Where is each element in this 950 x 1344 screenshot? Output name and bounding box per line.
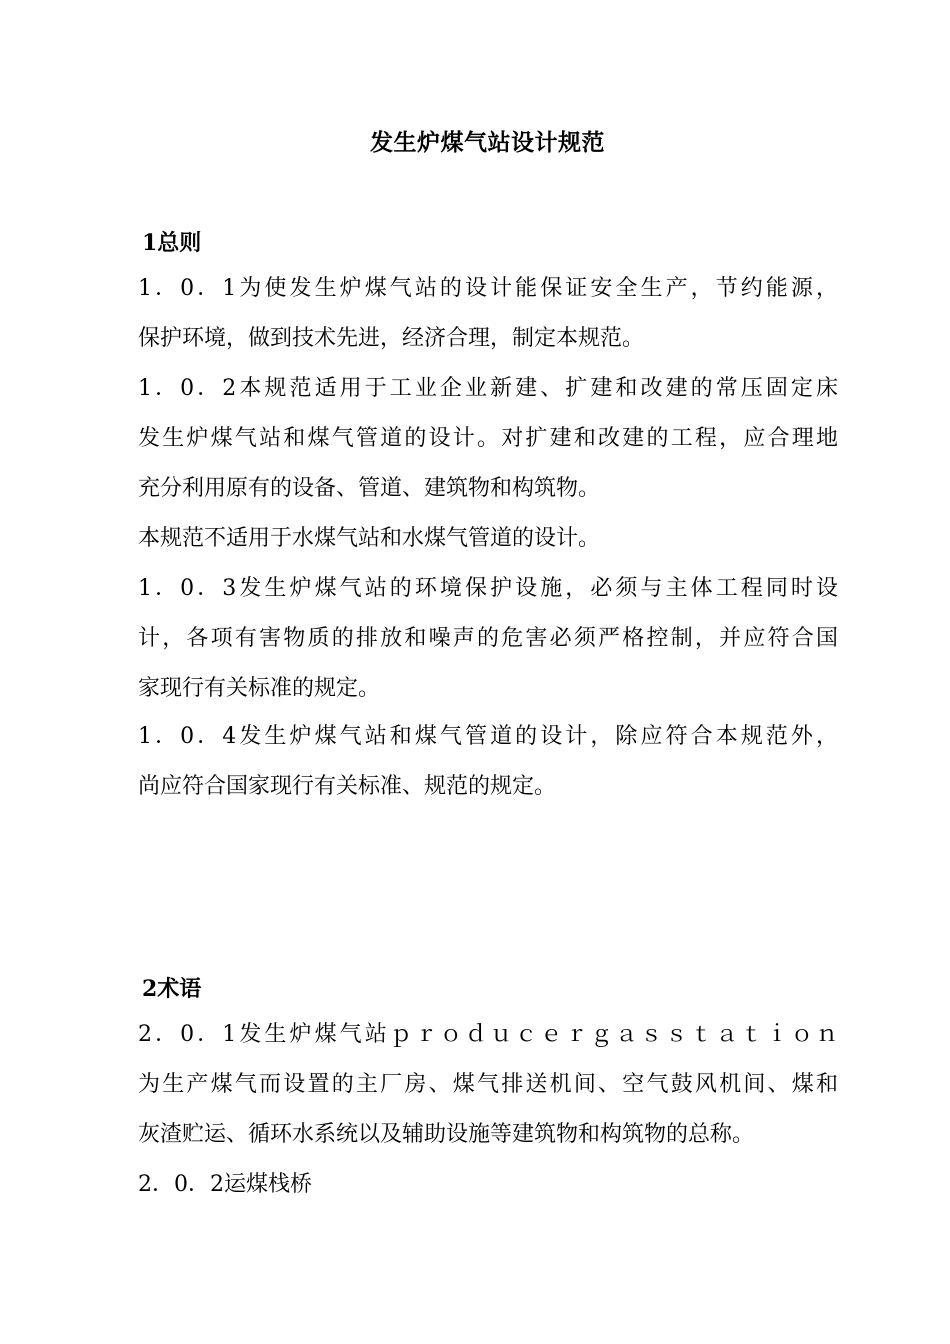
page-title: 发生炉煤气站设计规范 — [370, 129, 605, 156]
paragraph-line: 家现行有关标准的规定。 — [138, 676, 381, 701]
paragraph-line: 发生炉煤气站和煤气管道的设计。对扩建和改建的工程，应合理地 — [138, 426, 838, 451]
paragraph-line: 尚应符合国家现行有关标准、规范的规定。 — [138, 774, 557, 799]
paragraph-line: 1．0．1为使发生炉煤气站的设计能保证安全生产，节约能源， — [138, 276, 838, 301]
paragraph-line: 保护环境，做到技术先进，经济合理，制定本规范。 — [138, 326, 645, 351]
section-heading-terms: 2术语 — [142, 976, 202, 1002]
section-heading-general: 1总则 — [142, 230, 202, 256]
paragraph-line: 2．0．2运煤栈桥 — [138, 1172, 312, 1197]
paragraph-line: 本规范不适用于水煤气站和水煤气管道的设计。 — [138, 526, 601, 551]
paragraph-line: 2．0．1发生炉煤气站ｐｒｏｄｕｃｅｒｇａｓｓｔａｔｉｏｎ — [138, 1022, 838, 1047]
paragraph-line: 为生产煤气而设置的主厂房、煤气排送机间、空气鼓风机间、煤和 — [138, 1072, 838, 1097]
paragraph-line: 1．0．2本规范适用于工业企业新建、扩建和改建的常压固定床 — [138, 376, 838, 401]
paragraph-line: 充分利用原有的设备、管道、建筑物和构筑物。 — [138, 476, 601, 501]
paragraph-line: 1．0．3发生炉煤气站的环境保护设施，必须与主体工程同时设 — [138, 576, 838, 601]
paragraph-line: 灰渣贮运、循环水系统以及辅助设施等建筑物和构筑物的总称。 — [138, 1122, 755, 1147]
paragraph-line: 1．0．4发生炉煤气站和煤气管道的设计，除应符合本规范外， — [138, 724, 838, 749]
paragraph-line: 计，各项有害物质的排放和噪声的危害必须严格控制，并应符合国 — [138, 626, 838, 651]
